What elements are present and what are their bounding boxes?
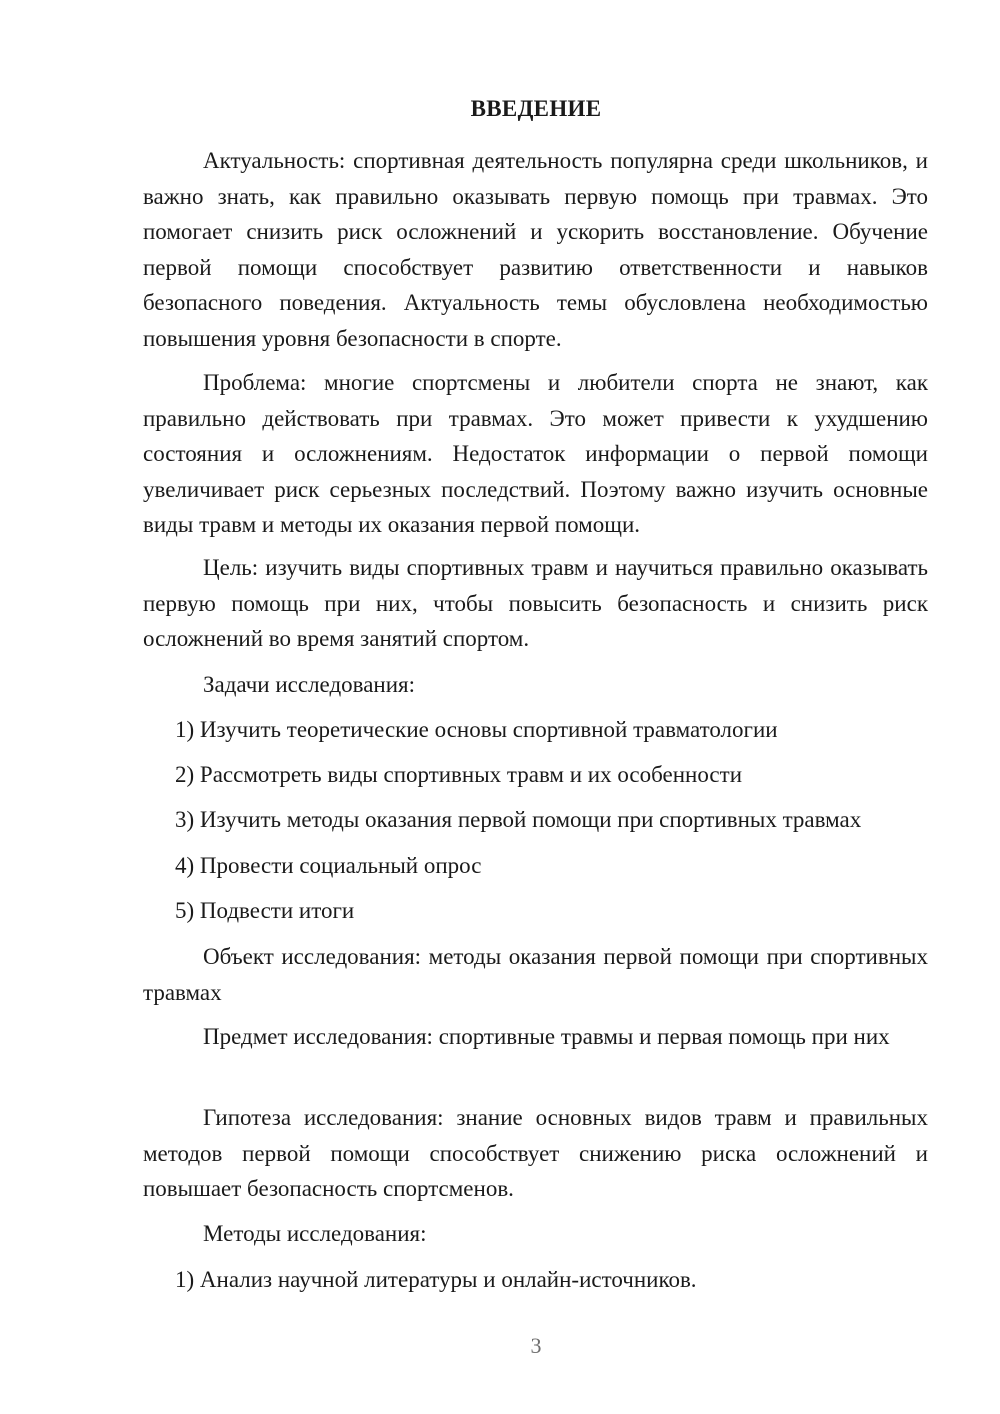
goal-paragraph: Цель: изучить виды спортивных травм и научиться правильно оказывать первую помощь при них, чтобы повысить безопасность и снизить риск осложнений во время занятий спортом. — [143, 555, 928, 651]
page-number: 3 — [530, 1333, 542, 1358]
methods-label: Методы исследования: — [203, 1221, 427, 1246]
method-item: 1) Анализ научной литературы и онлайн-источников. — [175, 1267, 697, 1292]
task-item: 3) Изучить методы оказания первой помощи при спортивных травмах — [175, 807, 862, 832]
subject-paragraph: Предмет исследования: спортивные травмы и первая помощь при них — [203, 1024, 890, 1049]
task-item: 1) Изучить теоретические основы спортивной травматологии — [175, 717, 778, 742]
object-paragraph: Объект исследования: методы оказания первой помощи при спортивных травмах — [143, 944, 928, 1005]
task-item: 2) Рассмотреть виды спортивных травм и их особенности — [175, 762, 743, 787]
task-item: 4) Провести социальный опрос — [175, 853, 482, 878]
relevance-paragraph: Актуальность: спортивная деятельность популярна среди школьников, и важно знать, как правильно оказывать первую помощь при травмах. Это помогает снизить риск осложнений и ускорить восстановление. Обучение первой помощи способствует развитию ответственности и навыков безопасного поведения. Актуальность темы обусловлена необходимостью повышения уровня безопасности в спорте. — [143, 148, 928, 351]
task-item: 5) Подвести итоги — [175, 898, 355, 923]
hypothesis-paragraph: Гипотеза исследования: знание основных видов травм и правильных методов первой помощи способствует снижению риска осложнений и повышает безопасность спортсменов. — [143, 1105, 928, 1201]
problem-paragraph: Проблема: многие спортсмены и любители спорта не знают, как правильно действовать при травмах. Это может привести к ухудшению состояния и осложнениям. Недостаток информации о первой помощи увеличивает риск серьезных последствий. Поэтому важно изучить основные виды травм и методы их оказания первой помощи. — [143, 370, 928, 537]
tasks-label: Задачи исследования: — [203, 672, 416, 697]
page-title: ВВЕДЕНИЕ — [470, 96, 602, 121]
